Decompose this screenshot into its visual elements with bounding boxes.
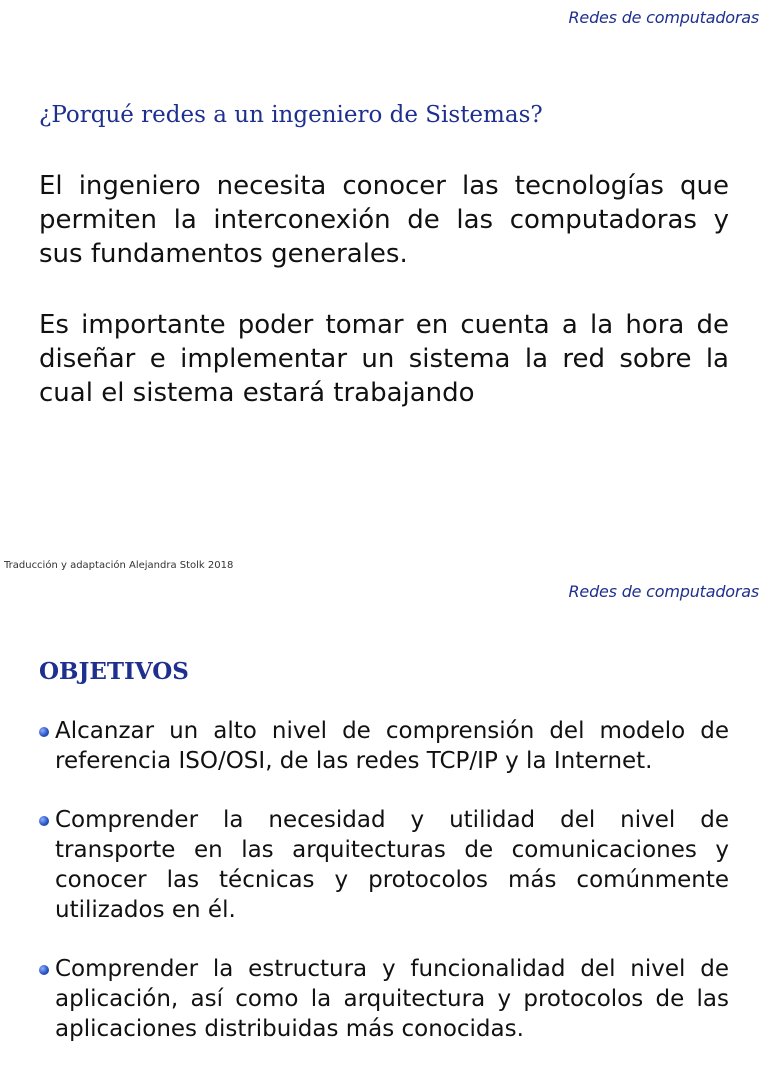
slide-2 xyxy=(0,578,768,1042)
objectives-list xyxy=(39,716,729,1073)
paragraph-1: El ingeniero necesita conocer las tecnologías que permiten la interconexión de las computadoras y sus fundamentos generales. xyxy=(39,171,729,269)
bullet-icon xyxy=(39,965,49,975)
paragraph-2: Es importante poder tomar en cuenta a la hora de diseñar e implementar un sistema la red sobre la cual el sistema estará trabajando xyxy=(39,310,729,408)
slide-footer: Traducción y adaptación Alejandra Stolk 2018 xyxy=(4,560,234,571)
slide-header: Redes de computadoras xyxy=(568,8,759,27)
list-item xyxy=(39,716,729,776)
bullet-text: Alcanzar un alto nivel de comprensión del modelo de referencia ISO/OSI, de las redes TCP/IP y la Internet. xyxy=(55,718,729,774)
list-item xyxy=(39,954,729,1044)
bullet-text: Comprender la estructura y funcionalidad del nivel de aplicación, así como la arquitectura y protocolos de las aplicaciones distribuidas más conocidas. xyxy=(55,956,729,1042)
slide-title: ¿Porqué redes a un ingeniero de Sistemas? xyxy=(39,102,543,128)
bullet-icon xyxy=(39,816,49,826)
list-item xyxy=(39,805,729,925)
bullet-text: Comprender la necesidad y utilidad del nivel de transporte en las arquitecturas de comunicaciones y conocer las técnicas y protocolos más comúnmente utilizados en él. xyxy=(55,807,729,923)
slide-header: Redes de computadoras xyxy=(568,582,759,601)
bullet-icon xyxy=(39,727,49,737)
slide-title: OBJETIVOS xyxy=(39,658,189,685)
